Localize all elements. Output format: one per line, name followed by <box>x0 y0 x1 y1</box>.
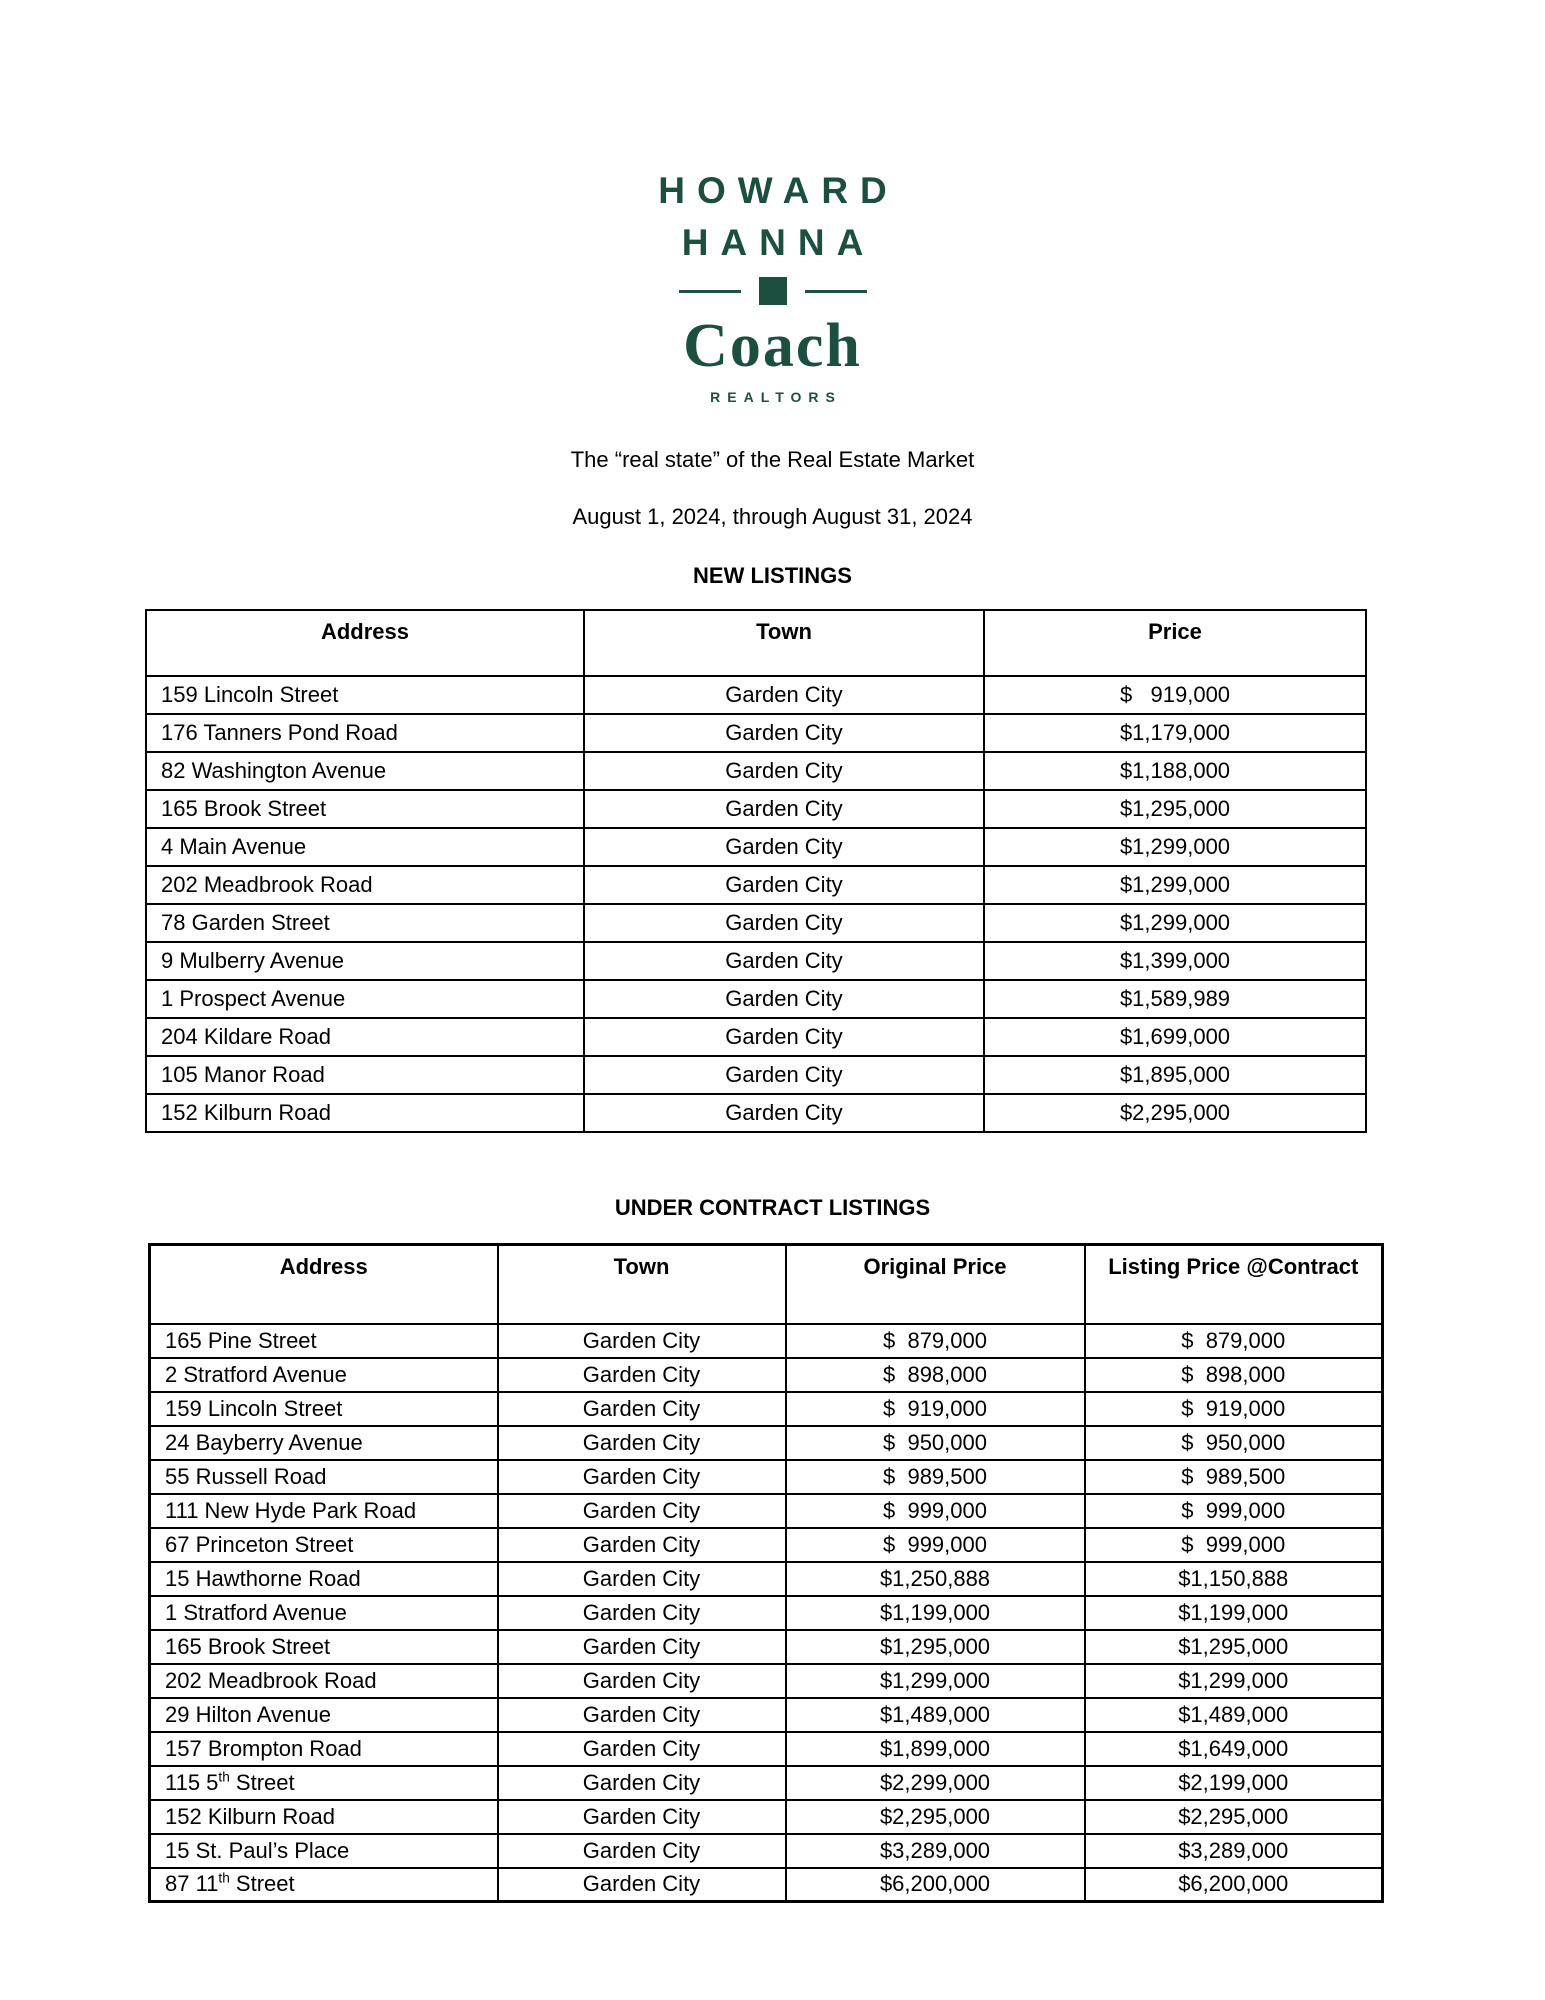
logo-coach-text: Coach <box>683 312 862 380</box>
table-row <box>150 1800 1383 1834</box>
address-cell: 165 Brook Street <box>150 1630 498 1664</box>
contract-price-cell: $ 999,000 <box>1085 1494 1383 1528</box>
town-cell: Garden City <box>498 1494 786 1528</box>
address-cell: 157 Brompton Road <box>150 1732 498 1766</box>
original-price-cell: $2,299,000 <box>786 1766 1085 1800</box>
table-row <box>150 1868 1383 1902</box>
logo-realtors-text: REALTORS <box>710 389 842 405</box>
header-row <box>150 1245 1383 1324</box>
contract-price-cell: $ 898,000 <box>1085 1358 1383 1392</box>
header-row <box>146 610 1366 676</box>
town-cell: Garden City <box>498 1528 786 1562</box>
town-cell: Garden City <box>584 1094 984 1132</box>
divider-rule-left <box>679 290 741 293</box>
table-row <box>146 1094 1366 1132</box>
logo-divider <box>0 277 1545 305</box>
table-row <box>150 1732 1383 1766</box>
town-cell: Garden City <box>498 1698 786 1732</box>
original-price-cell: $1,250,888 <box>786 1562 1085 1596</box>
contract-price-cell: $ 879,000 <box>1085 1324 1383 1358</box>
address-cell: 24 Bayberry Avenue <box>150 1426 498 1460</box>
address-cell: 1 Stratford Avenue <box>150 1596 498 1630</box>
table-row <box>150 1358 1383 1392</box>
address-cell: 9 Mulberry Avenue <box>146 942 584 980</box>
price-cell: $1,295,000 <box>984 790 1366 828</box>
contract-price-cell: $1,299,000 <box>1085 1664 1383 1698</box>
contract-price-cell: $1,150,888 <box>1085 1562 1383 1596</box>
original-price-cell: $ 999,000 <box>786 1528 1085 1562</box>
table-row <box>150 1630 1383 1664</box>
date-range: August 1, 2024, through August 31, 2024 <box>572 504 973 529</box>
column-header-listing-price-contract: Listing Price @Contract <box>1085 1245 1383 1324</box>
table-row <box>150 1698 1383 1732</box>
column-header-original-price: Original Price <box>786 1245 1085 1324</box>
address-cell: 82 Washington Avenue <box>146 752 584 790</box>
original-price-cell: $1,295,000 <box>786 1630 1085 1664</box>
table-row <box>146 752 1366 790</box>
table-row <box>150 1392 1383 1426</box>
town-cell: Garden City <box>584 828 984 866</box>
table-row <box>146 790 1366 828</box>
town-cell: Garden City <box>498 1460 786 1494</box>
contract-price-cell: $1,295,000 <box>1085 1630 1383 1664</box>
address-cell: 55 Russell Road <box>150 1460 498 1494</box>
logo-howard-text: HOWARD <box>658 170 899 211</box>
address-cell: 111 New Hyde Park Road <box>150 1494 498 1528</box>
table-row <box>150 1460 1383 1494</box>
address-cell: 67 Princeton Street <box>150 1528 498 1562</box>
town-cell: Garden City <box>584 752 984 790</box>
address-cell: 15 St. Paul’s Place <box>150 1834 498 1868</box>
section-title-new-listings: NEW LISTINGS <box>693 563 852 588</box>
price-cell: $ 919,000 <box>984 676 1366 714</box>
table-row <box>146 714 1366 752</box>
price-cell: $1,699,000 <box>984 1018 1366 1056</box>
table-row <box>146 676 1366 714</box>
contract-price-cell: $3,289,000 <box>1085 1834 1383 1868</box>
table-row <box>146 866 1366 904</box>
table-row <box>146 904 1366 942</box>
table-row <box>150 1528 1383 1562</box>
brand-logo <box>0 0 1545 405</box>
town-cell: Garden City <box>584 942 984 980</box>
contract-price-cell: $2,199,000 <box>1085 1766 1383 1800</box>
original-price-cell: $ 898,000 <box>786 1358 1085 1392</box>
table-row <box>146 828 1366 866</box>
town-cell: Garden City <box>584 676 984 714</box>
town-cell: Garden City <box>584 1018 984 1056</box>
contract-price-cell: $ 950,000 <box>1085 1426 1383 1460</box>
town-cell: Garden City <box>498 1732 786 1766</box>
address-cell: 29 Hilton Avenue <box>150 1698 498 1732</box>
tagline: The “real state” of the Real Estate Market <box>570 447 975 472</box>
table-row <box>150 1834 1383 1868</box>
address-cell: 159 Lincoln Street <box>146 676 584 714</box>
contract-price-cell: $ 999,000 <box>1085 1528 1383 1562</box>
column-header-town: Town <box>584 610 984 676</box>
section-title-under-contract: UNDER CONTRACT LISTINGS <box>614 1195 931 1220</box>
original-price-cell: $1,299,000 <box>786 1664 1085 1698</box>
price-cell: $1,895,000 <box>984 1056 1366 1094</box>
town-cell: Garden City <box>498 1324 786 1358</box>
column-header-address: Address <box>150 1245 498 1324</box>
address-cell: 105 Manor Road <box>146 1056 584 1094</box>
address-cell: 204 Kildare Road <box>146 1018 584 1056</box>
original-price-cell: $ 999,000 <box>786 1494 1085 1528</box>
original-price-cell: $ 989,500 <box>786 1460 1085 1494</box>
address-cell: 1 Prospect Avenue <box>146 980 584 1018</box>
address-cell: 115 5th Street <box>150 1766 498 1800</box>
price-cell: $1,399,000 <box>984 942 1366 980</box>
address-cell: 165 Brook Street <box>146 790 584 828</box>
logo-hanna-text: HANNA <box>681 222 876 263</box>
table-row <box>150 1494 1383 1528</box>
table-row <box>146 942 1366 980</box>
town-cell: Garden City <box>584 904 984 942</box>
town-cell: Garden City <box>498 1562 786 1596</box>
address-cell: 4 Main Avenue <box>146 828 584 866</box>
original-price-cell: $6,200,000 <box>786 1868 1085 1902</box>
divider-rule-right <box>805 290 867 293</box>
town-cell: Garden City <box>584 866 984 904</box>
original-price-cell: $3,289,000 <box>786 1834 1085 1868</box>
address-cell: 202 Meadbrook Road <box>146 866 584 904</box>
table-row <box>150 1426 1383 1460</box>
contract-price-cell: $6,200,000 <box>1085 1868 1383 1902</box>
price-cell: $1,188,000 <box>984 752 1366 790</box>
new-listings-table <box>145 609 1367 1133</box>
logo-square-icon <box>759 277 787 305</box>
town-cell: Garden City <box>498 1358 786 1392</box>
original-price-cell: $2,295,000 <box>786 1800 1085 1834</box>
address-cell: 159 Lincoln Street <box>150 1392 498 1426</box>
table-row <box>146 980 1366 1018</box>
table-row <box>146 1056 1366 1094</box>
town-cell: Garden City <box>498 1834 786 1868</box>
table-row <box>150 1664 1383 1698</box>
price-cell: $2,295,000 <box>984 1094 1366 1132</box>
original-price-cell: $1,899,000 <box>786 1732 1085 1766</box>
contract-price-cell: $ 919,000 <box>1085 1392 1383 1426</box>
contract-price-cell: $2,295,000 <box>1085 1800 1383 1834</box>
address-cell: 2 Stratford Avenue <box>150 1358 498 1392</box>
town-cell: Garden City <box>498 1426 786 1460</box>
column-header-address: Address <box>146 610 584 676</box>
town-cell: Garden City <box>498 1392 786 1426</box>
town-cell: Garden City <box>498 1630 786 1664</box>
price-cell: $1,589,989 <box>984 980 1366 1018</box>
table-row <box>150 1766 1383 1800</box>
town-cell: Garden City <box>498 1664 786 1698</box>
column-header-price: Price <box>984 610 1366 676</box>
original-price-cell: $1,489,000 <box>786 1698 1085 1732</box>
contract-price-cell: $1,199,000 <box>1085 1596 1383 1630</box>
table-row <box>150 1562 1383 1596</box>
town-cell: Garden City <box>584 980 984 1018</box>
under-contract-table <box>148 1243 1384 1903</box>
contract-price-cell: $1,649,000 <box>1085 1732 1383 1766</box>
town-cell: Garden City <box>584 790 984 828</box>
original-price-cell: $ 950,000 <box>786 1426 1085 1460</box>
address-cell: 176 Tanners Pond Road <box>146 714 584 752</box>
table-row <box>146 1018 1366 1056</box>
original-price-cell: $1,199,000 <box>786 1596 1085 1630</box>
contract-price-cell: $1,489,000 <box>1085 1698 1383 1732</box>
town-cell: Garden City <box>498 1800 786 1834</box>
address-cell: 152 Kilburn Road <box>150 1800 498 1834</box>
town-cell: Garden City <box>498 1596 786 1630</box>
contract-price-cell: $ 989,500 <box>1085 1460 1383 1494</box>
table-row <box>150 1324 1383 1358</box>
price-cell: $1,299,000 <box>984 904 1366 942</box>
table-row <box>150 1596 1383 1630</box>
address-cell: 165 Pine Street <box>150 1324 498 1358</box>
original-price-cell: $ 919,000 <box>786 1392 1085 1426</box>
address-cell: 152 Kilburn Road <box>146 1094 584 1132</box>
town-cell: Garden City <box>498 1766 786 1800</box>
address-cell: 78 Garden Street <box>146 904 584 942</box>
town-cell: Garden City <box>498 1868 786 1902</box>
price-cell: $1,299,000 <box>984 828 1366 866</box>
original-price-cell: $ 879,000 <box>786 1324 1085 1358</box>
column-header-town: Town <box>498 1245 786 1324</box>
price-cell: $1,299,000 <box>984 866 1366 904</box>
address-cell: 15 Hawthorne Road <box>150 1562 498 1596</box>
price-cell: $1,179,000 <box>984 714 1366 752</box>
town-cell: Garden City <box>584 714 984 752</box>
town-cell: Garden City <box>584 1056 984 1094</box>
address-cell: 87 11th Street <box>150 1868 498 1902</box>
address-cell: 202 Meadbrook Road <box>150 1664 498 1698</box>
